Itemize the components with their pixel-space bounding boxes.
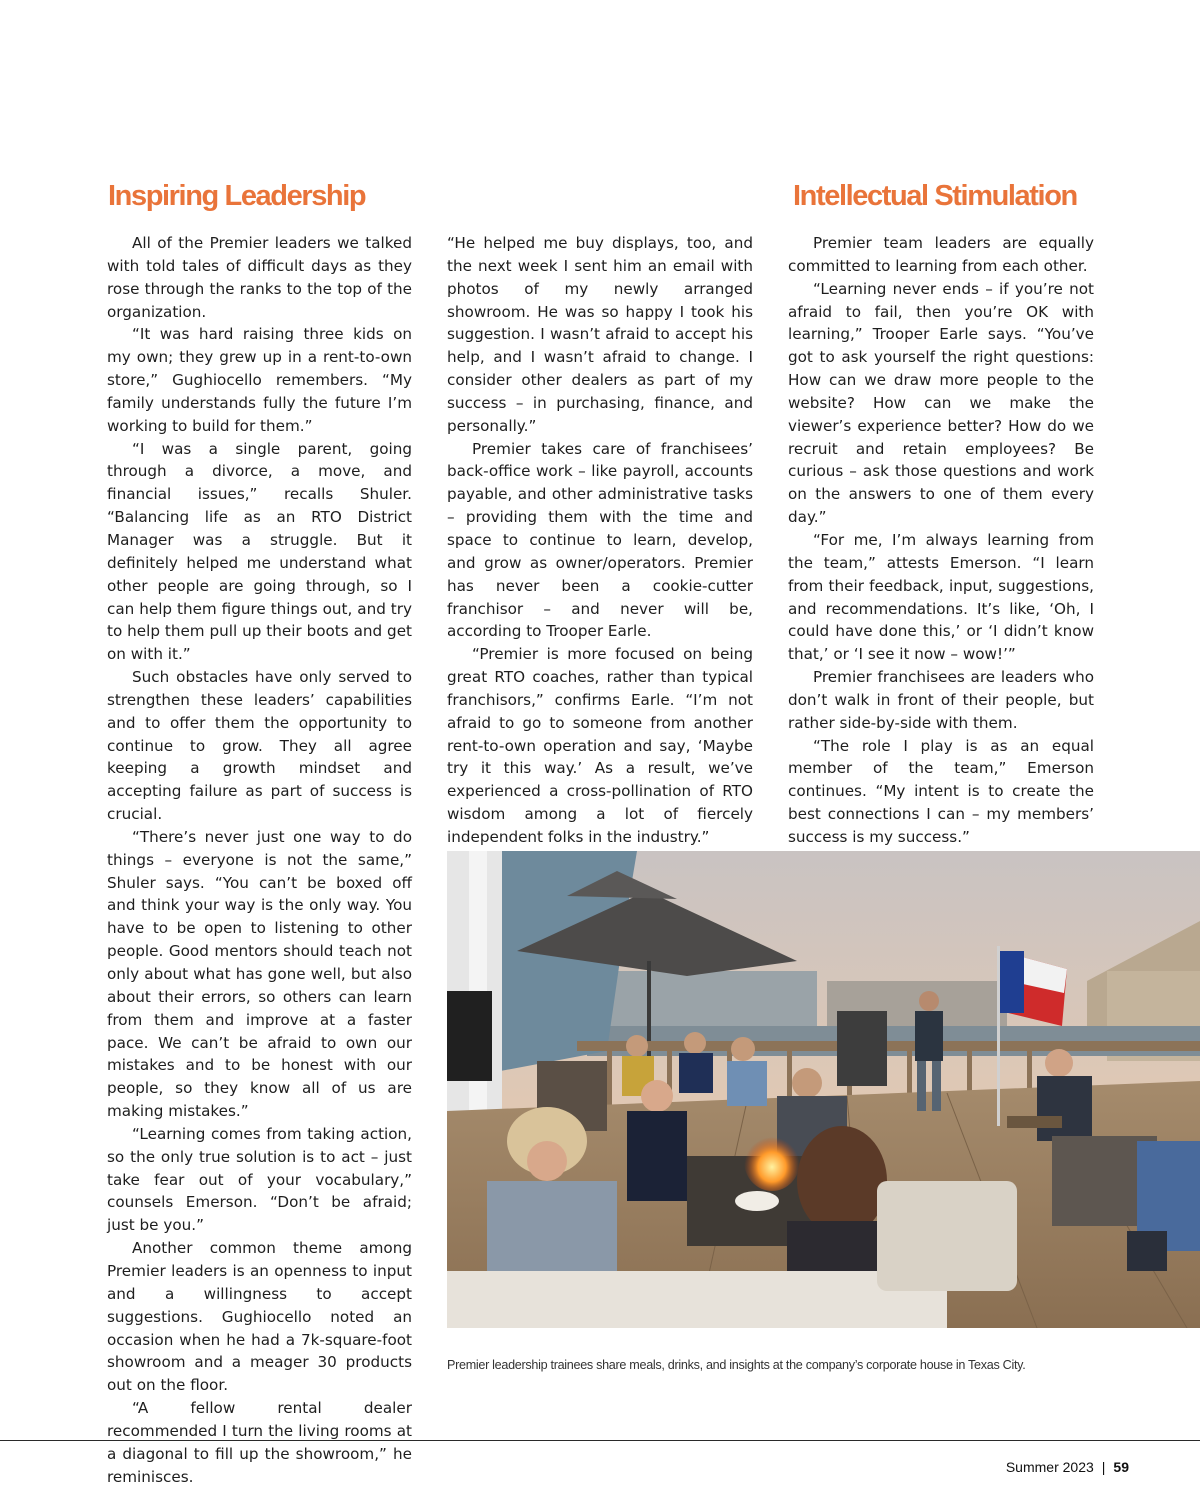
paragraph: “He helped me buy displays, too, and the next week I sent him an email with photos of my newly arranged showroom. He was so happy I took his suggestion. I wasn’t afraid to accept his help, and I wasn’t afraid to change. I consider other dealers as part of my success – in purchasing, finance, and personally.”: [447, 234, 753, 435]
photo-caption: Premier leadership trainees share meals, drinks, and insights at the company’s corporate house in Texas City.: [447, 1358, 1026, 1372]
paragraph: Premier team leaders are equally committed to learning from each other.: [788, 234, 1094, 275]
page-footer: [1006, 1459, 1129, 1475]
paragraph: “A fellow rental dealer recommended I turn the living rooms at a diagonal to fill up the showroom,” he reminisces.: [107, 1399, 412, 1486]
paragraph: “Premier is more focused on being great RTO coaches, rather than typical franchisors,” confirms Earle. “I’m not afraid to go to someone from another rent-to-own operation and say, ‘Maybe try it this way.’ As a result, we’ve experienced a cross-pollination of RTO wisdom among a lot of fiercely independent folks in the industry.”: [447, 645, 753, 846]
paragraph: “There’s never just one way to do things – everyone is not the same,” Shuler says. “You can’t be boxed off and think your way is the only way. You have to be open to listening to other people. Good mentors should teach not only about what has gone well, but also about their errors, so others can learn from them and improve at a faster pace. We can’t be afraid to own our mistakes and to be honest with our people, so they know all of us are making mistakes.”: [107, 827, 412, 1121]
paragraph: “Learning comes from taking action, so the only true solution is to act – just take fear out of your vocabulary,” counsels Emerson. “Don’t be afraid; just be you.”: [107, 1124, 412, 1235]
paragraph: Another common theme among Premier leaders is an openness to input and a willingness to accept suggestions. Gughiocello noted an occasion when he had a 7k-square-foot showroom and a meager 30 products out on the floor.: [107, 1239, 412, 1395]
section-heading-intellectual-stimulation: Intellectual Stimulation: [793, 180, 1077, 212]
issue-label: Summer 2023: [1005, 1459, 1094, 1475]
text-column-2: [447, 232, 753, 849]
page-number: 59: [1113, 1459, 1129, 1475]
paragraph: Such obstacles have only served to strengthen these leaders’ capabilities and to offer them the opportunity to continue to grow. They all agree keeping a growth mindset and accepting failure as part of success is crucial.: [107, 668, 412, 824]
paragraph: “Learning never ends – if you’re not afraid to fail, then you’re OK with learning,” Trooper Earle says. “You’ve got to ask yourself the right questions: How can we draw more people to the website? How can we make the viewer’s experience better? How do we recruit and retain employees? Be curious – ask those questions and work on the answers to one of them every day.”: [788, 279, 1094, 527]
paragraph: Premier takes care of franchisees’ back-office work – like payroll, accounts payable, and other administrative tasks – providing them with the time and space to continue to learn, develop, and grow as owner/operators. Premier has never been a cookie-cutter franchisor – and never will be, according to Trooper Earle.: [447, 439, 753, 641]
paragraph: “It was hard raising three kids on my own; they grew up in a rent-to-own store,” Gughiocello remembers. “My family understands fully the future I’m working to build for them.”: [107, 325, 412, 435]
text-column-3: [788, 232, 1094, 849]
paragraph: “For me, I’m always learning from the team,” attests Emerson. “I learn from their feedback, input, suggestions, and recommendations. It’s like, ‘Oh, I could have done this,’ or ‘I didn’t know that,’ or ‘I see it now – wow!’”: [788, 530, 1094, 664]
paragraph: “I was a single parent, going through a divorce, a move, and financial issues,” recalls Shuler. “Balancing life as an RTO District Manager was a struggle. But it definitely helped me understand what other people are going through, so I can help them figure things out, and try to help them pull up their boots and get on with it.”: [107, 439, 412, 664]
paragraph: “The role I play is as an equal member of the team,” Emerson continues. “My intent is to create the best connections I can – my members’ success is my success.”: [788, 736, 1094, 846]
paragraph: All of the Premier leaders we talked with told tales of difficult days as they rose through the ranks to the top of the organization.: [107, 234, 412, 321]
footer-separator: |: [1101, 1459, 1106, 1475]
paragraph: Premier franchisees are leaders who don’t walk in front of their people, but rather side-by-side with them.: [788, 668, 1094, 732]
footer-divider: [0, 1440, 1200, 1441]
text-column-1: [107, 232, 412, 1488]
deck-gathering-photo: [447, 851, 1200, 1328]
section-heading-inspiring-leadership: Inspiring Leadership: [108, 180, 366, 212]
